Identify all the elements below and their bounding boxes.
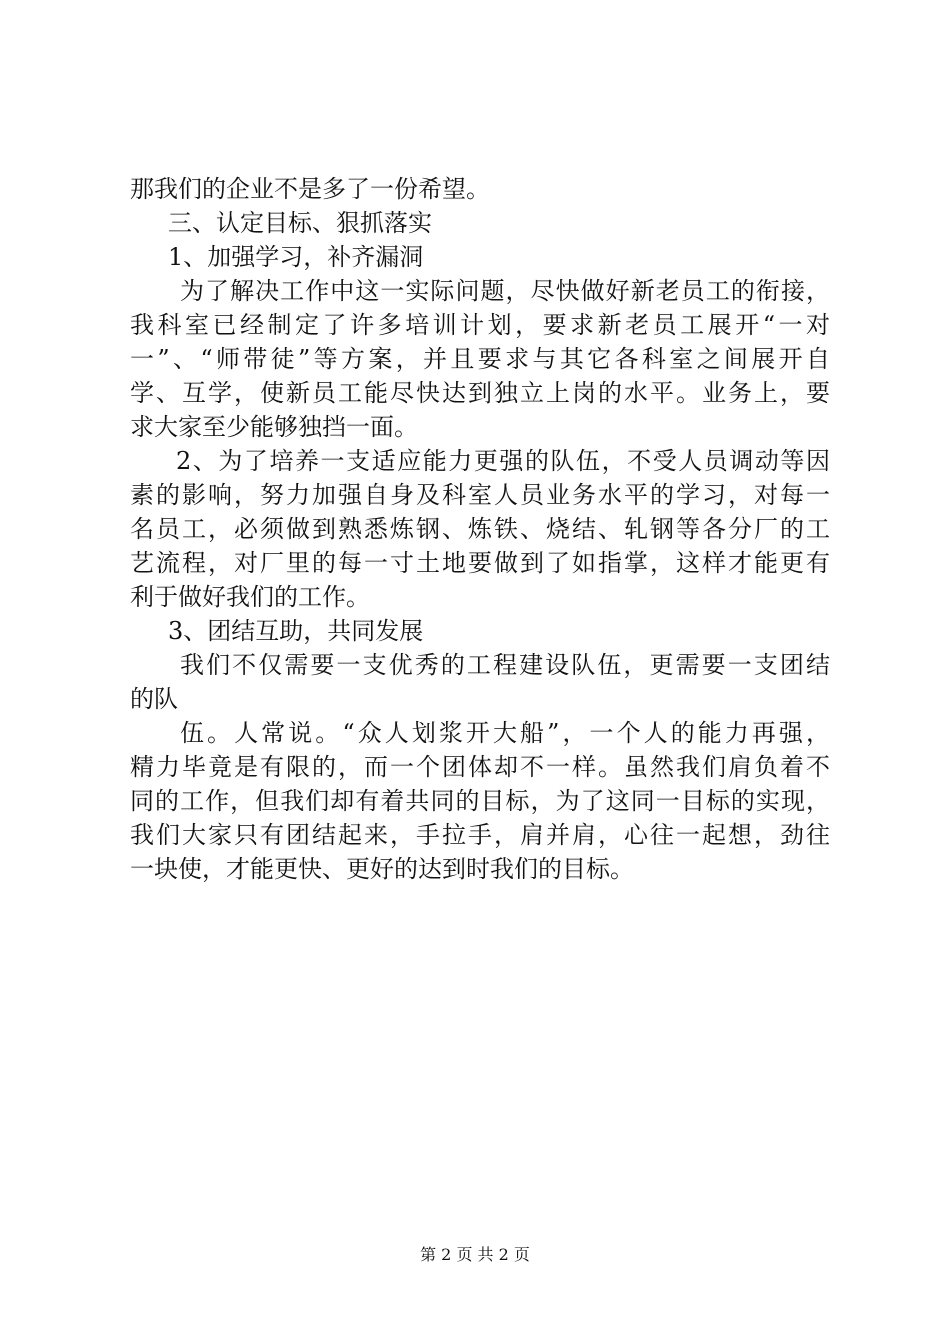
paragraph-line: 为了解决工作中这一实际问题，尽快做好新老员工的衔接， [180,277,830,305]
paragraph-line: 名员工，必须做到熟悉炼钢、炼铁、烧结、轧钢等各分厂的工 [130,515,830,543]
page-number-footer: 第 2 页 共 2 页 [420,1245,530,1264]
paragraph-line: 我科室已经制定了许多培训计划，要求新老员工展开“一对 [130,311,830,339]
paragraph-line: 利于做好我们的工作。 [130,583,370,611]
paragraph-line: 我们大家只有团结起来，手拉手，肩并肩，心往一起想，劲往 [130,821,830,849]
subsection-heading: 3、团结互助，共同发展 [168,617,424,645]
paragraph-line: 的队 [130,685,178,713]
paragraph-line: 2、为了培养一支适应能力更强的队伍，不受人员调动等因 [176,447,830,475]
subsection-heading: 1、加强学习，补齐漏洞 [168,243,424,271]
document-body [130,172,830,886]
section-heading: 三、认定目标、狠抓落实 [168,209,432,237]
paragraph-line: 那我们的企业不是多了一份希望。 [130,175,490,203]
paragraph-line: 艺流程，对厂里的每一寸土地要做到了如指掌，这样才能更有 [130,549,830,577]
paragraph-line: 素的影响，努力加强自身及科室人员业务水平的学习，对每一 [130,481,830,509]
paragraph-line: 一”、“师带徒”等方案，并且要求与其它各科室之间展开自 [130,345,830,373]
paragraph-line: 我们不仅需要一支优秀的工程建设队伍，更需要一支团结 [180,651,830,679]
paragraph-line: 求大家至少能够独挡一面。 [130,413,418,441]
paragraph-line: 学、互学，使新员工能尽快达到独立上岗的水平。业务上，要 [130,379,830,407]
paragraph-line: 一块使，才能更快、更好的达到时我们的目标。 [130,855,634,883]
paragraph-line: 精力毕竟是有限的，而一个团体却不一样。虽然我们肩负着不 [130,753,830,781]
paragraph-line: 同的工作，但我们却有着共同的目标，为了这同一目标的实现， [130,787,830,815]
paragraph-line: 伍。人常说。“众人划浆开大船”，一个人的能力再强， [180,719,830,747]
